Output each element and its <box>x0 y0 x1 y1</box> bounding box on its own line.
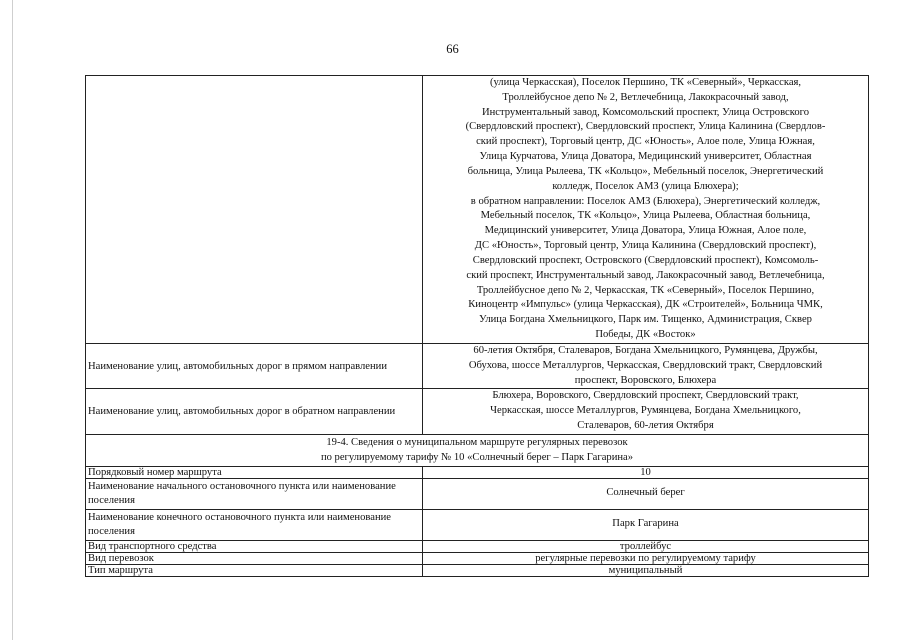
streets-forward-label: Наименование улиц, автомобильных дорог в прямом направлении <box>86 343 423 388</box>
table-row <box>86 478 869 509</box>
section-title: 19-4. Сведения о муниципальном маршруте регулярных перевозок по регулируемому тарифу № 10 «Солнечный берег – Парк Гагарина» <box>86 434 869 466</box>
scan-edge-line <box>12 0 13 640</box>
route-info-table <box>85 75 869 577</box>
streets-backward-value: Блюхера, Воровского, Свердловский проспект, Свердловский тракт, Черкасская, шоссе Металлургов, Румянцева, Богдана Хмельницкого, Сталеваров, 60-летия Октября <box>423 389 869 434</box>
table-row <box>86 509 869 540</box>
table-row <box>86 76 869 344</box>
table-row <box>86 552 869 564</box>
table-row <box>86 343 869 388</box>
route-number-label: Порядковый номер маршрута <box>86 466 423 478</box>
route-type-label: Тип маршрута <box>86 564 423 576</box>
start-stop-value: Солнечный берег <box>423 478 869 509</box>
streets-backward-label: Наименование улиц, автомобильных дорог в обратном направлении <box>86 389 423 434</box>
route-type-value: муниципальный <box>423 564 869 576</box>
vehicle-type-label: Вид транспортного средства <box>86 540 423 552</box>
page-number: 66 <box>446 42 459 56</box>
route-stops-cell: (улица Черкасская), Поселок Першино, ТК «Северный», Черкасская, Троллейбусное депо № 2, Ветлечебница, Лакокрасочный завод, Инструментальный завод, Комсомольский проспект, Улица Островского (Свердловский проспект), Свердловский проспект, Улица Калинина (Свердлов- ский проспект), Торговый центр, ДС «Юность», Алое поле, Улица Южная, Улица Курчатова, Улица Доватора, Медицинский университет, Областная больница, Улица Рылеева, ТК «Кольцо», Мебельный поселок, Энергетический колледж, Поселок АМЗ (улица Блюхера); в обратном направлении: Поселок АМЗ (Блюхера), Энергетический колледж, Мебельный поселок, ТК «Кольцо», Улица Рылеева, Областная больница, Медицинский университет, Улица Доватора, Улица Южная, Алое поле, ДС «Юность», Торговый центр, Улица Калинина (Свердловский проспект), Свердловский проспект, Островского (Свердловский проспект), Комсомоль- ский проспект, Инструментальный завод, Лакокрасочный завод, Ветлечебница, Троллейбусное депо № 2, Черкасская, ТК «Северный», Поселок Першино, Киноцентр «Импульс» (улица Черкасская), ДК «Строителей», Больница ЧМК, Улица Богдана Хмельницкого, Парк им. Тищенко, Администрация, Сквер Победы, ДК «Восток» <box>423 76 869 344</box>
table-row <box>86 389 869 434</box>
table-row <box>86 564 869 576</box>
end-stop-label: Наименование конечного остановочного пункта или наименование поселения <box>86 509 423 540</box>
vehicle-type-value: троллейбус <box>423 540 869 552</box>
transport-kind-label: Вид перевозок <box>86 552 423 564</box>
route-number-value: 10 <box>423 466 869 478</box>
start-stop-label: Наименование начального остановочного пункта или наименование поселения <box>86 478 423 509</box>
transport-kind-value: регулярные перевозки по регулируемому тарифу <box>423 552 869 564</box>
table-row <box>86 434 869 466</box>
table-row <box>86 466 869 478</box>
streets-forward-value: 60-летия Октября, Сталеваров, Богдана Хмельницкого, Румянцева, Дружбы, Обухова, шоссе Металлургов, Черкасская, Свердловский тракт, Свердловский проспект, Воровского, Блюхера <box>423 343 869 388</box>
table-row <box>86 540 869 552</box>
empty-label-cell <box>86 76 423 344</box>
end-stop-value: Парк Гагарина <box>423 509 869 540</box>
